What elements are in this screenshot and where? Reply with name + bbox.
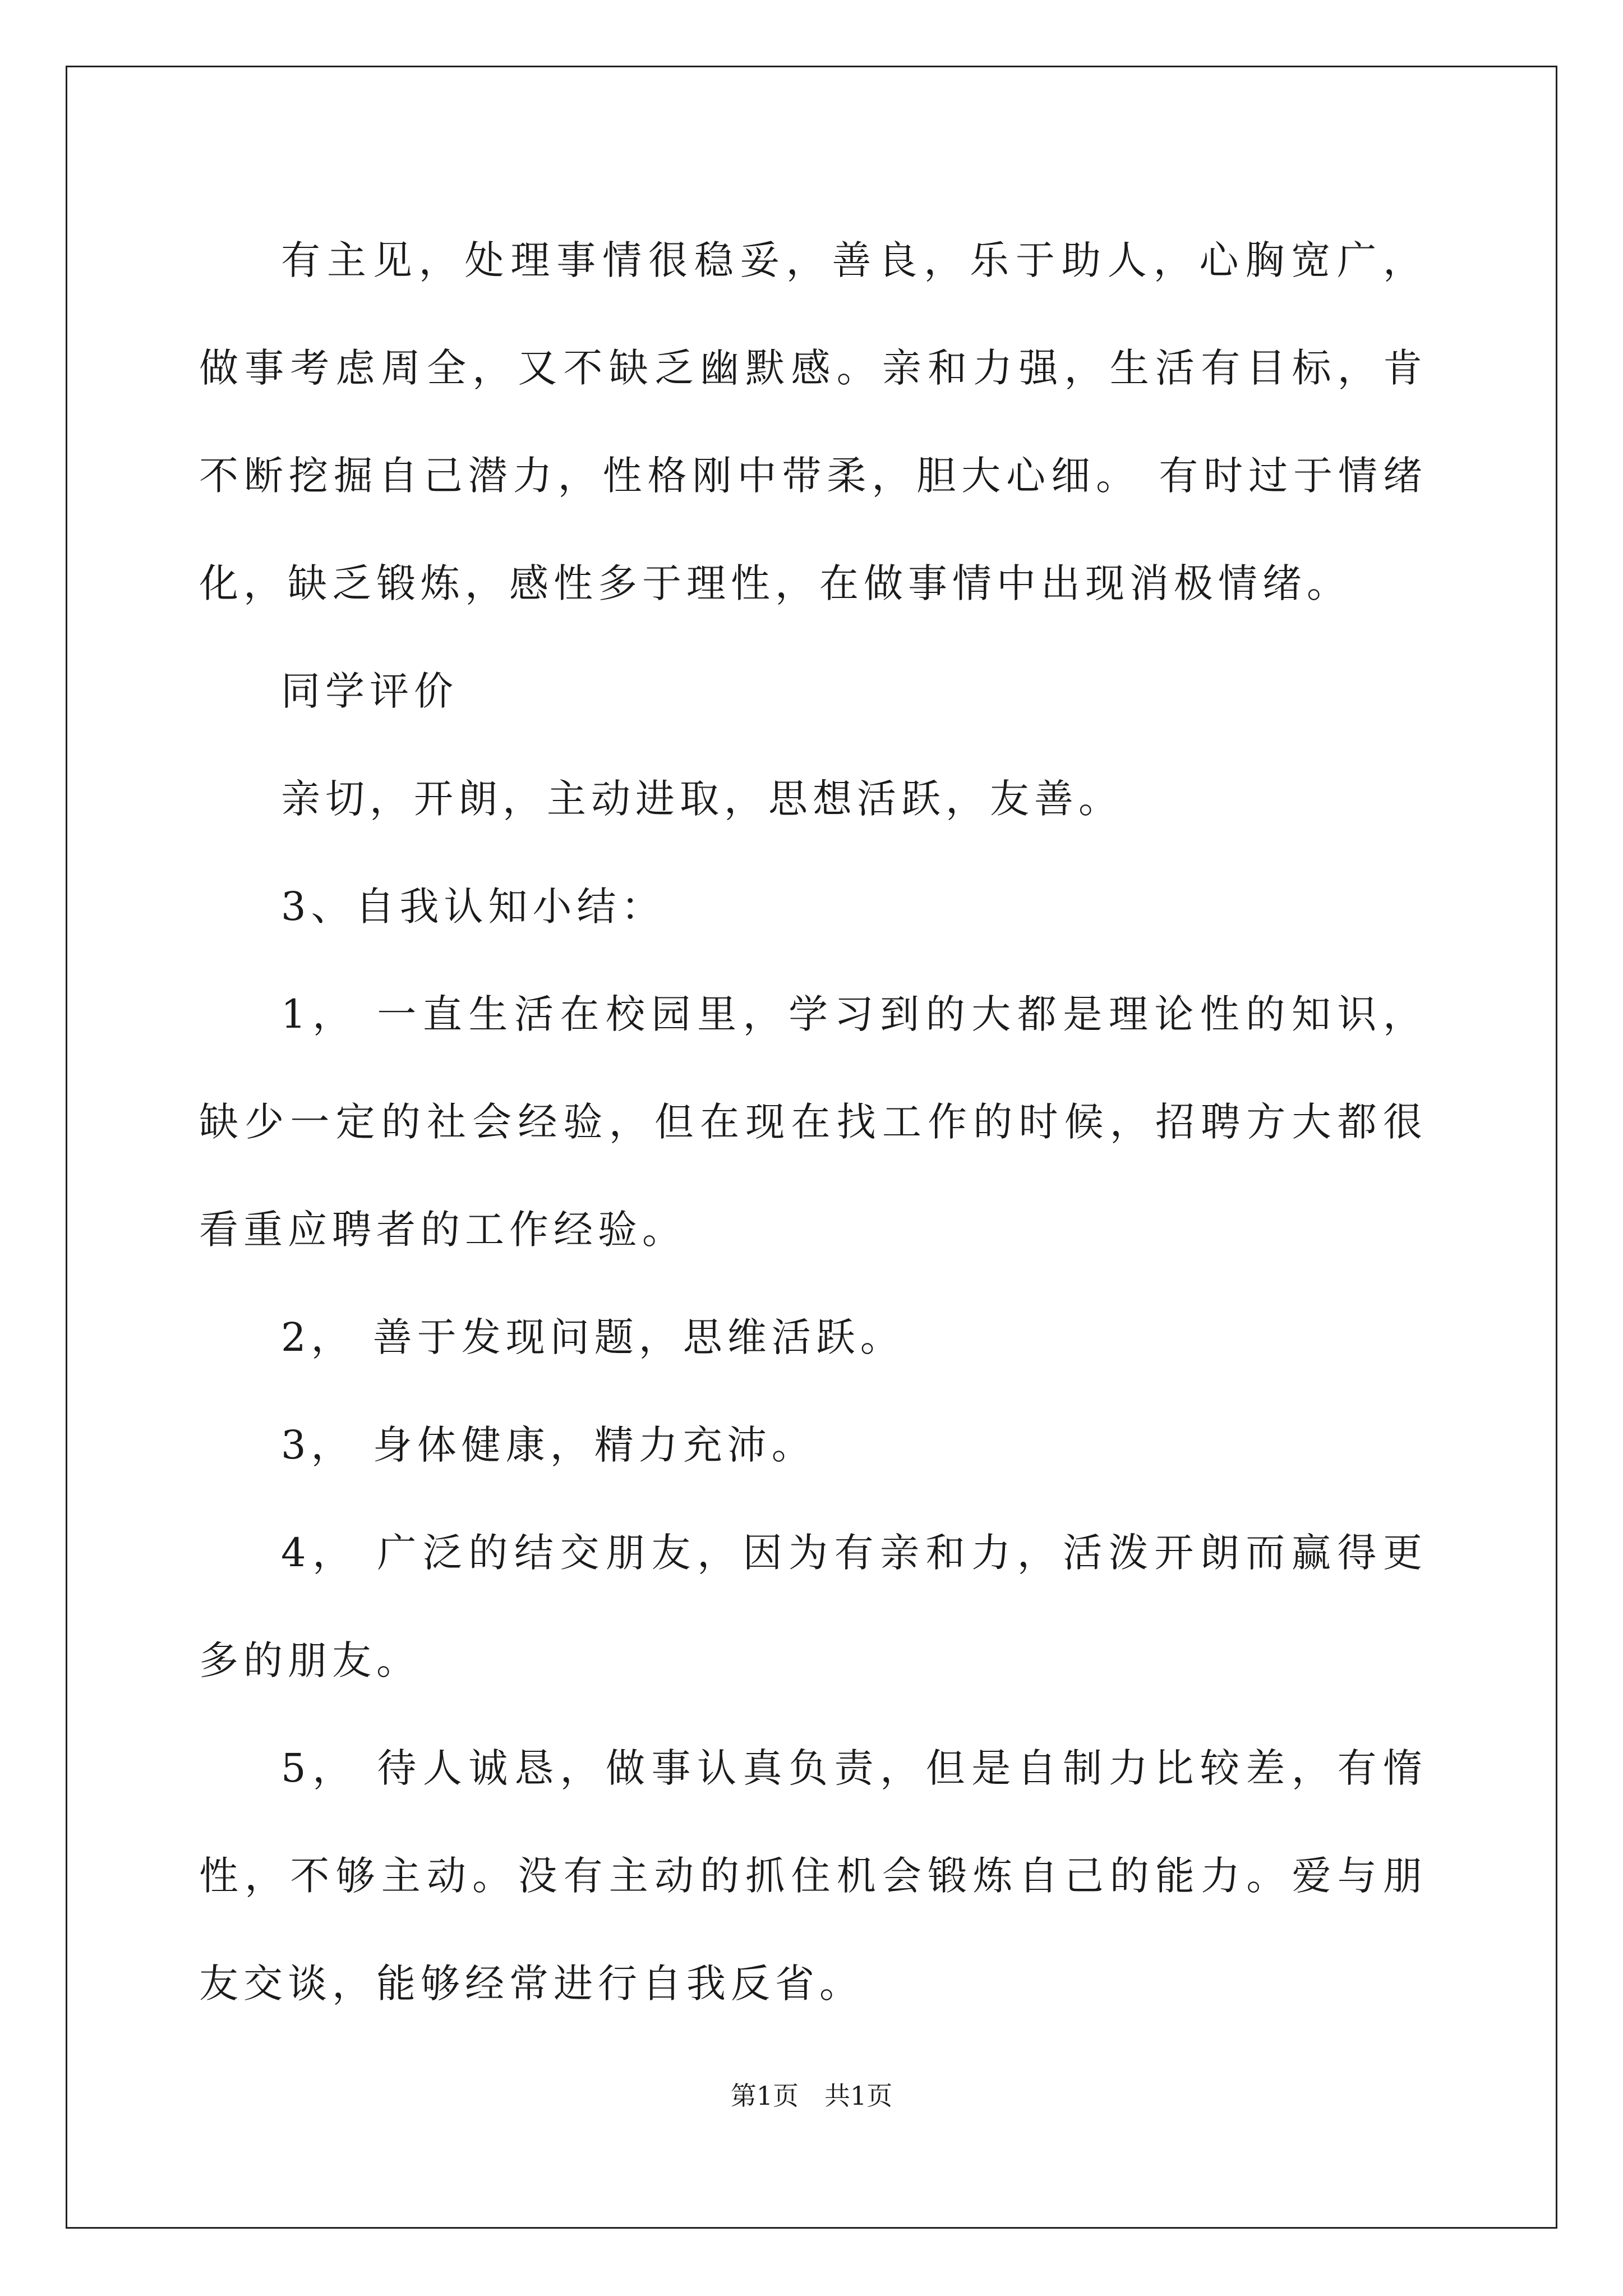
page-number-footer: 第1页 共1页 xyxy=(730,2081,893,2111)
document-body xyxy=(199,206,1427,2037)
list-item-5: 5， 待人诚恳，做事认真负责，但是自制力比较差，有惰性，不够主动。没有主动的抓住机会锻炼自己的能力。爱与朋友交谈，能够经常进行自我反省。 xyxy=(199,1745,1427,2007)
list-item-4: 4， 广泛的结交朋友，因为有亲和力，活泼开朗而赢得更多的朋友。 xyxy=(199,1530,1427,1683)
list-item-3: 3， 身体健康，精力充沛。 xyxy=(281,1422,816,1468)
paragraph-self-evaluation: 有主见，处理事情很稳妥，善良，乐于助人，心胸宽广，做事考虑周全，又不缺乏幽默感。亲和力强，生活有目标，肯不断挖掘自己潜力，性格刚中带柔，胆大心细。 有时过于情绪化，缺乏锻炼，感性多于理性，在做事情中出现消极情绪。 xyxy=(199,237,1427,606)
heading-peer-evaluation: 同学评价 xyxy=(281,668,458,714)
list-item-2: 2， 善于发现问题，思维活跃。 xyxy=(281,1314,905,1360)
paragraph-peer-evaluation: 亲切，开朗，主动进取，思想活跃，友善。 xyxy=(281,776,1123,822)
list-item-1: 1， 一直生活在校园里，学习到的大都是理论性的知识，缺少一定的社会经验，但在现在找工作的时候，招聘方大都很看重应聘者的工作经验。 xyxy=(199,991,1427,1253)
heading-self-cognition-summary: 3、自我认知小结： xyxy=(281,884,666,930)
